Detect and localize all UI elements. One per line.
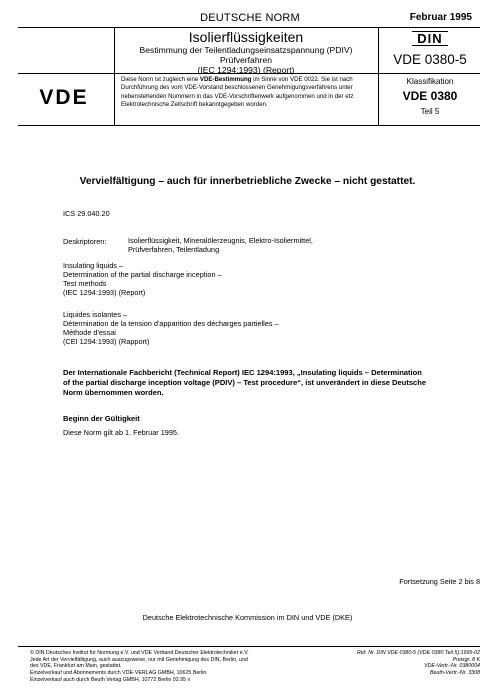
document-title: Isolierflüssigkeiten [188, 29, 304, 45]
descriptors-line-1: Isolierflüssigkeit, Mineralölerzeugnis, Elektro-Isoliermittel, [128, 236, 313, 245]
price-group: Preisgr. 8 K [452, 656, 480, 663]
descriptors-line-2: Prüfverfahren, Teilentladung [128, 244, 220, 254]
french-title [63, 311, 279, 347]
vde-logo-text: VDE [39, 86, 89, 109]
english-title-line-4: (IEC 1294:1993) (Report) [63, 287, 146, 297]
norm-type-label: DEUTSCHE NORM [200, 12, 300, 24]
note-text-start: Diese Norm ist zugleich eine [121, 76, 200, 83]
adoption-line-3: Norm übernommen worden. [63, 388, 164, 397]
reference-number: Ref. Nr. DIN VDE 0380-5 (VDE 0380 Teil 5):1995-02 [357, 650, 480, 656]
descriptors-label: Deskriptoren: [63, 237, 107, 246]
classification-part: Teil 5 [420, 107, 440, 116]
title-line-2: Prüfverfahren [219, 55, 273, 65]
french-title-line-1: Liquides isolantes – [63, 310, 128, 319]
commission-name: Deutsche Elektrotechnische Kommission im DIN und VDE (DKE) [142, 613, 353, 622]
sales-line-2: Einzelverkauf auch durch Beuth Verlag GMBH, 10772 Berlin 02.95 v [30, 676, 191, 683]
note-text-bold: VDE-Bestimmung [199, 76, 252, 83]
note-text-end: im Sinne von VDE 0022. Sie ist nach Durchführung des vom VDE-Vorstand beschlossenen Genehmigungsverfahrens unter nebenstehenden Nummern in das VDE-Vorschriftenwerk aufgenommen und in der etz Elektrotechnische Zeitschrift bekanntgegeben worden. [121, 76, 354, 108]
adoption-statement [63, 368, 483, 398]
title-line-3: (IEC 1294:1993) (Report) [197, 65, 295, 75]
continuation-note: Fortsetzung Seite 2 bis 8 [399, 577, 480, 586]
reference-numbers [320, 650, 480, 677]
frame-bottom-line [18, 125, 480, 126]
descriptors-values [128, 237, 313, 255]
din-number-block [380, 28, 480, 72]
copyright-line-1: © DIN Deutsches Institut für Normung e.V. und VDE Verband Deutscher Elektrotechniker e.V. [30, 650, 249, 656]
din-logo: DIN [412, 31, 447, 46]
vde-sales-number: VDE-Vertr.-Nr. 0380004 [424, 663, 480, 670]
validity-text: Diese Norm gilt ab 1. Februar 1995. [63, 428, 179, 437]
french-title-line-3: Méthode d'essai [63, 327, 116, 337]
title-line-1: Bestimmung der Teilentladungseinsatzspannung (PDIV) [139, 45, 353, 55]
reproduction-notice: Vervielfältigung – auch für innerbetriebliche Zwecke – nicht gestattet. [79, 176, 416, 187]
copyright-notice [30, 650, 320, 684]
copyright-line-3: des VDE, Frankfurt am Main, gestattet. [30, 663, 122, 670]
english-title [63, 262, 222, 298]
vde-regulation-note [121, 76, 379, 109]
document-title-block [115, 28, 377, 75]
footer-divider [18, 646, 480, 647]
vde-logo [18, 82, 110, 112]
french-title-line-4: (CEI 1294:1993) (Rapport) [63, 336, 150, 346]
english-title-line-1: Insulating liquids – [63, 261, 124, 270]
classification-number: VDE 0380 [402, 89, 458, 103]
english-title-line-3: Test methods [63, 278, 107, 288]
english-title-line-2: Determination of the partial discharge inception – [63, 269, 222, 279]
din-standard-number: VDE 0380-5 [393, 52, 467, 67]
validity-heading: Beginn der Gültigkeit [63, 414, 140, 423]
classification-label: Klassifikation [406, 77, 454, 86]
classification-block [380, 77, 480, 116]
adoption-line-1: Der Internationale Fachbericht (Technical Report) IEC 1294:1993, „Insulating liquids – Determination [63, 368, 422, 377]
ics-code: ICS 29.040.20 [63, 209, 110, 218]
copyright-line-2: Jede Art der Vervielfältigung, auch auszugsweise, nur mit Genehmigung des DIN, Berlin, und [30, 656, 248, 663]
sales-line-1: Einzelverkauf und Abonnements durch VDE-VERLAG GMBH, 10625 Berlin [30, 670, 207, 677]
adoption-line-2: of the partial discharge inception voltage (PDIV) – Test procedure“, ist unverändert in diese Deutsche [63, 378, 427, 387]
publication-date: Februar 1995 [409, 12, 472, 23]
beuth-sales-number: Beuth-Vertr.-Nr. 3308 [429, 670, 480, 677]
french-title-line-2: Détermination de la tension d'apparition des décharges partielles – [63, 318, 279, 328]
